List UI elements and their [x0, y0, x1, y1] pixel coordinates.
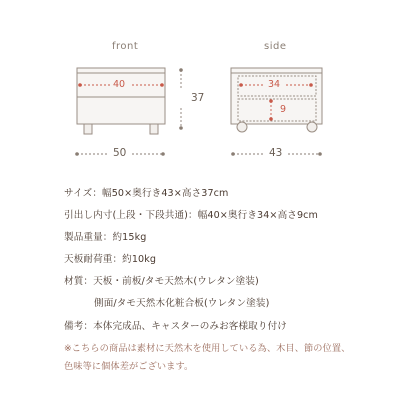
front-view-label: front	[112, 41, 139, 52]
front-height-value: 37	[191, 92, 205, 104]
spec-weight: 製品重量：約15kg	[64, 232, 147, 243]
spec-caution-line-1: ※こちらの商品は素材に天然木を使用している為、木目、節の位置、	[64, 343, 351, 354]
spec-caution-line-2: 色味等に個体差がございます。	[64, 361, 194, 372]
spec-drawer-inner: 引出し内寸(上段・下段共通)：幅40×奥行き34×高さ9cm	[64, 210, 318, 221]
spec-material-top: 材質：天板・前板/タモ天然木(ウレタン塗装)	[64, 276, 259, 287]
front-height-dim	[179, 68, 183, 130]
front-cabinet	[77, 68, 165, 124]
front-caster-right	[150, 124, 158, 134]
front-view	[77, 68, 165, 134]
front-caster-left	[84, 124, 92, 134]
side-caster-right	[307, 122, 317, 132]
side-view-label: side	[264, 41, 287, 52]
side-drawer-height-value: 9	[280, 104, 287, 115]
side-view	[231, 68, 322, 132]
side-inner-depth-value: 34	[268, 79, 281, 90]
spec-size: サイズ：幅50×奥行き43×高さ37cm	[64, 188, 229, 199]
side-depth-value: 43	[269, 147, 283, 159]
front-width-value: 50	[113, 147, 127, 159]
spec-load: 天板耐荷重：約10kg	[64, 254, 157, 265]
spec-material-side: 側面/タモ天然木化粧合板(ウレタン塗装)	[94, 298, 270, 309]
side-caster-left	[237, 122, 247, 132]
spec-note: 備考：本体完成品、キャスターのみお客様取り付け	[64, 321, 287, 332]
front-inner-width-value: 40	[113, 79, 126, 90]
